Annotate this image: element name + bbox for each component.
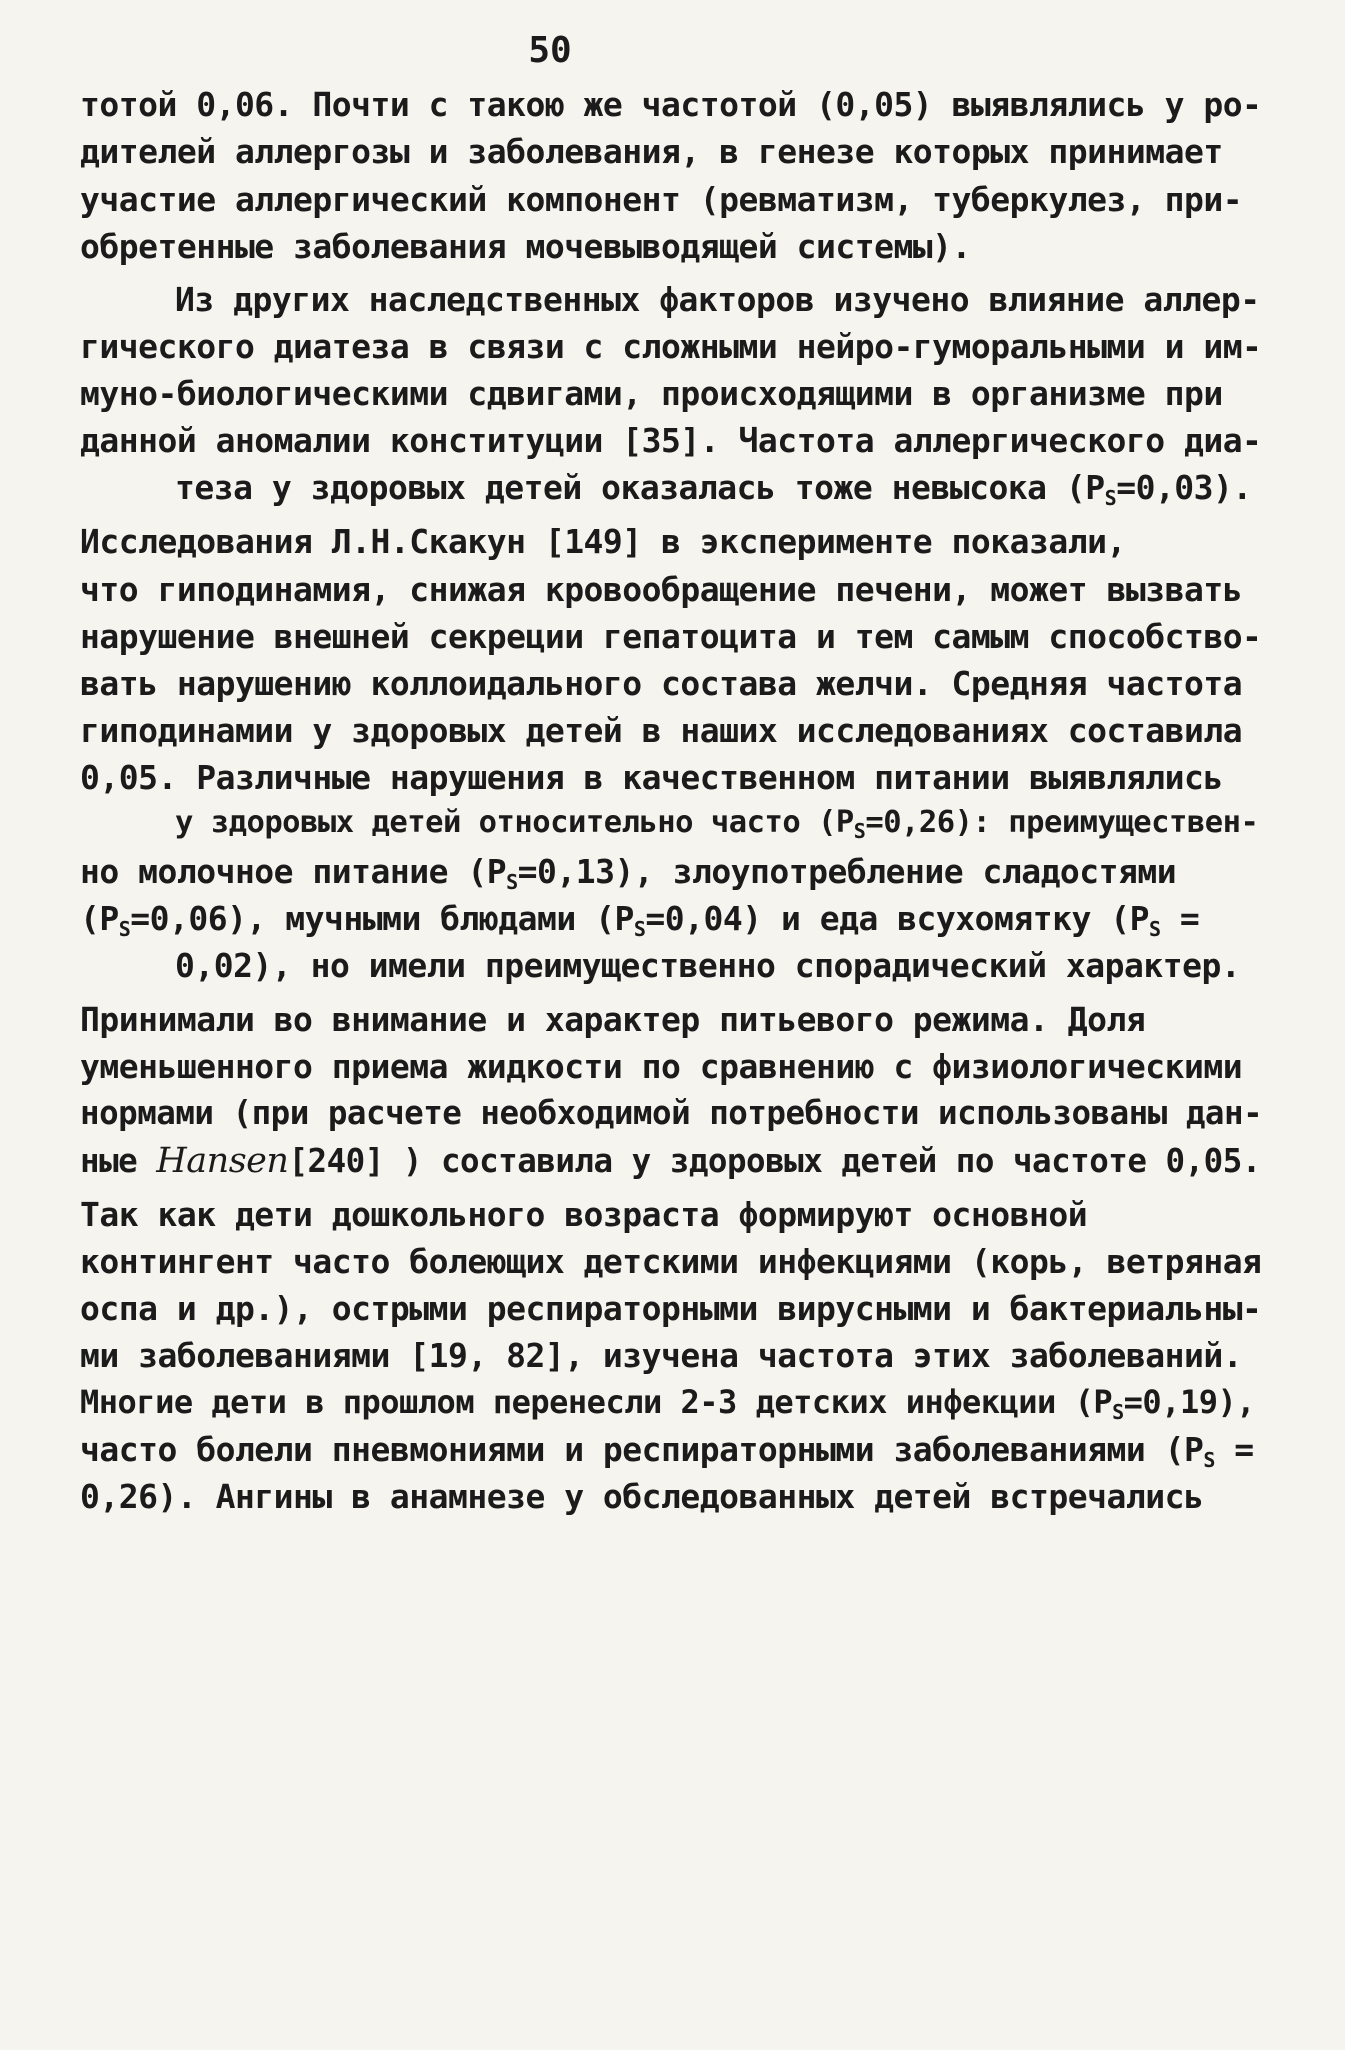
subscript: S	[506, 870, 518, 894]
text-line: тотой 0,06. Почти с такою же частотой (0,05) выявлялись у ро-	[80, 85, 1262, 124]
text-line: 0,26). Ангины в анамнезе у обследованных детей встречались	[80, 1477, 1204, 1516]
text-line: Принимали во внимание и характер питьевого режима. Доля	[80, 1000, 1146, 1039]
text-line: ми заболеваниями [19, 82], изучена частота этих заболеваний.	[80, 1336, 1243, 1375]
text-line: нормами (при расчете необходимой потребности использованы дан-	[80, 1094, 1263, 1132]
text-line: данной аномалии конституции [35]. Частота аллергического диа-	[80, 421, 1262, 460]
text-line: что гиподинамия, снижая кровообращение печени, может вызвать	[80, 570, 1243, 609]
text-fragment: =0,26): преимуществен-	[865, 805, 1259, 840]
text-line: 0,05. Различные нарушения в качественном питании выявлялись	[80, 758, 1223, 797]
text-fragment: =	[1160, 899, 1200, 938]
text-fragment: часто болели пневмониями и респираторными заболеваниями (P	[80, 1430, 1204, 1469]
page-number: 50	[528, 30, 572, 71]
handwritten-name: Hansen	[156, 1141, 289, 1181]
text-line	[175, 805, 1258, 843]
text-line	[80, 1383, 1255, 1424]
text-fragment: =0,04) и еда всухомятку (P	[645, 899, 1149, 938]
text-fragment: но молочное питание (P	[80, 852, 507, 891]
text-fragment: [240] ) составила у здоровых детей по частоте 0,05.	[288, 1142, 1261, 1180]
text-fragment: теза у здоровых детей оказалась тоже невысока (P	[175, 468, 1105, 507]
subscript: S	[1104, 486, 1117, 510]
text-fragment: =0,03).	[1116, 468, 1252, 507]
text-fragment: ные	[80, 1142, 157, 1180]
subscript: S	[1148, 917, 1161, 941]
text-line: контингент часто болеющих детскими инфекциями (корь, ветряная	[80, 1242, 1262, 1281]
subscript: S	[853, 819, 866, 843]
text-line: муно-биологическими сдвигами, происходящими в организме при	[80, 374, 1223, 413]
text-line: Исследования Л.Н.Скакун [149] в эксперименте показали,	[80, 522, 1126, 561]
subscript: S	[633, 917, 646, 941]
subscript: S	[1203, 1448, 1215, 1472]
text-line	[175, 468, 1252, 510]
text-line: 0,02), но имели преимущественно спорадический характер.	[175, 946, 1241, 985]
text-line: оспа и др.), острыми респираторными вирусными и бактериальны-	[80, 1289, 1262, 1328]
text-line	[80, 899, 1199, 941]
text-line: Из других наследственных факторов изучено влияние аллер-	[175, 280, 1260, 319]
text-fragment: у здоровых детей относительно часто (P	[175, 805, 854, 840]
subscript: S	[118, 917, 131, 941]
text-fragment: =0,19),	[1123, 1383, 1256, 1421]
text-line: гического диатеза в связи с сложными нейро-гуморальными и им-	[80, 327, 1262, 366]
text-line: Так как дети дошкольного возраста формируют основной	[80, 1195, 1088, 1234]
text-line	[80, 1141, 1261, 1181]
text-line: гиподинамии у здоровых детей в наших исследованиях составила	[80, 711, 1243, 750]
text-line: нарушение внешней секреции гепатоцита и тем самым способство-	[80, 617, 1262, 656]
subscript: S	[1112, 1400, 1124, 1424]
text-fragment: Многие дети в прошлом перенесли 2-3 детских инфекции (P	[80, 1383, 1113, 1421]
text-line	[80, 1430, 1254, 1472]
text-line	[80, 852, 1176, 894]
text-line: дителей аллергозы и заболевания, в генезе которых принимает	[80, 132, 1223, 171]
text-fragment: =0,13), злоупотребление сладостями	[517, 852, 1177, 891]
text-line: участие аллергический компонент (ревматизм, туберкулез, при-	[80, 180, 1243, 219]
text-fragment: =0,06), мучными блюдами (P	[130, 899, 634, 938]
text-line: обретенные заболевания мочевыводящей системы).	[80, 227, 971, 266]
text-fragment: =	[1214, 1430, 1254, 1469]
text-fragment: (P	[80, 899, 119, 938]
text-line: вать нарушению коллоидального состава желчи. Средняя частота	[80, 664, 1243, 703]
text-line: уменьшенного приема жидкости по сравнению с физиологическими	[80, 1047, 1243, 1086]
